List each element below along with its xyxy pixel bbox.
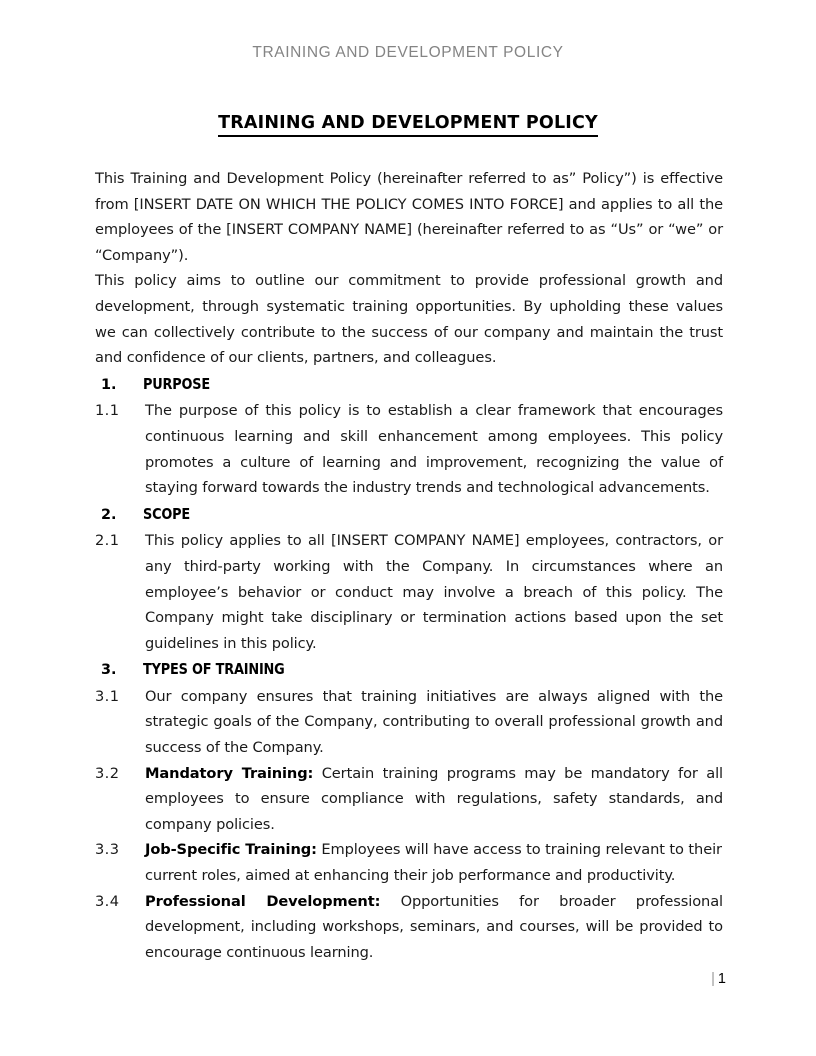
section-number-1: 1. <box>101 376 117 393</box>
section-number-2: 2. <box>101 506 117 523</box>
section-heading-2 <box>95 502 723 529</box>
clause-3-4 <box>95 889 723 966</box>
section-heading-1 <box>95 372 723 399</box>
section-heading-3 <box>95 657 723 684</box>
clause-text-3-1 <box>145 684 723 761</box>
section-number-3: 3. <box>101 662 117 679</box>
clause-text-3-2 <box>145 761 723 838</box>
clause-3-3 <box>95 837 723 888</box>
document-body <box>95 166 723 965</box>
section-label-2: SCOPE <box>143 504 190 523</box>
clause-body-3-1: Our company ensures that training initiatives are always aligned with the strategic goals of the Company, contributing to overall professional growth and success of the Company. <box>145 687 723 757</box>
clause-lead-3-4: Professional Development: <box>145 892 381 910</box>
section-label-1: PURPOSE <box>143 374 210 393</box>
clause-number-1-1: 1.1 <box>95 402 120 420</box>
clause-1-1 <box>95 398 723 500</box>
clause-text-2-1 <box>145 528 723 656</box>
clause-3-1 <box>95 684 723 761</box>
clause-number-2-1: 2.1 <box>95 532 120 550</box>
page-footer <box>0 971 816 987</box>
section-label-3: TYPES OF TRAINING <box>143 660 285 679</box>
clause-2-1 <box>95 528 723 656</box>
clause-text-3-4 <box>145 889 723 966</box>
page-title-text: TRAINING AND DEVELOPMENT POLICY <box>218 113 598 137</box>
clause-text-3-3 <box>145 837 723 888</box>
clause-3-2 <box>95 761 723 838</box>
clause-body-2-1: This policy applies to all [INSERT COMPANY NAME] employees, contractors, or any third-party working with the Company. In circumstances where an employee’s behavior or conduct may involve a breach of this policy. The Company might take disciplinary or termination actions based upon the set guidelines in this policy. <box>145 532 723 652</box>
footer-separator: | <box>711 971 715 987</box>
clause-lead-3-3: Job-Specific Training: <box>145 841 317 859</box>
clause-number-3-1: 3.1 <box>95 687 120 705</box>
clause-number-3-2: 3.2 <box>95 764 120 782</box>
clause-body-3-4: Opportunities for broader professional development, including workshops, seminars, and courses, will be provided to encourage continuous learning. <box>145 892 724 961</box>
clause-number-3-3: 3.3 <box>95 841 120 859</box>
page-title <box>0 113 816 133</box>
intro-paragraph-2: This policy aims to outline our commitment to provide professional growth and development, through systematic training opportunities. By upholding these values we can collectively contribute to the success of our company and maintain the trust and confidence of our clients, partners, and colleagues. <box>95 272 723 367</box>
clause-text-1-1 <box>145 398 723 500</box>
intro-paragraph-1: This Training and Development Policy (hereinafter referred to as” Policy”) is effective from [INSERT DATE ON WHICH THE POLICY COMES INTO FORCE] and applies to all the employees of the [INSERT COMPANY NAME] (hereinafter referred to as “Us” or “we” or “Company”). <box>95 170 723 264</box>
running-header: TRAINING AND DEVELOPMENT POLICY <box>252 44 564 61</box>
footer-page-number: 1 <box>717 971 726 987</box>
clause-number-3-4: 3.4 <box>95 892 120 910</box>
clause-body-3-2: Certain training programs may be mandatory for all employees to ensure compliance with regulations, safety standards, and company policies. <box>145 764 723 833</box>
clause-body-1-1: The purpose of this policy is to establish a clear framework that encourages continuous learning and skill enhancement among employees. This policy promotes a culture of learning and improvement, recognizing the value of staying forward towards the industry trends and technological advancements. <box>145 402 723 497</box>
clause-lead-3-2: Mandatory Training: <box>145 764 314 782</box>
clause-body-3-3: Employees will have access to training relevant to their current roles, aimed at enhancing their job performance and productivity. <box>145 841 722 885</box>
